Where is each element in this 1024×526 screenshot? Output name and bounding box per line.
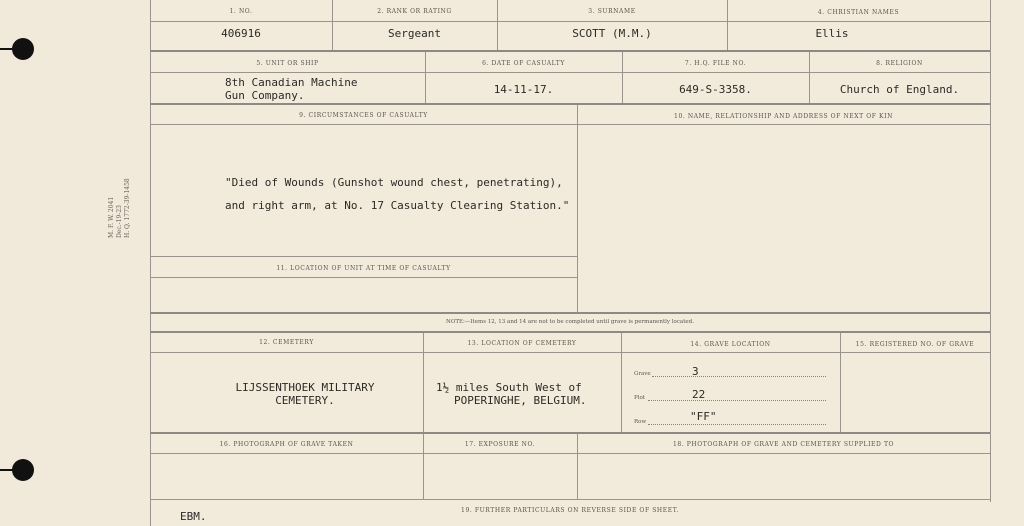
- rank-value: Sergeant: [388, 27, 441, 40]
- cemetery-location-line: POPERINGHE, BELGIUM.: [454, 394, 587, 407]
- rule: [150, 453, 990, 454]
- grave-location-label: 14. GRAVE LOCATION: [690, 341, 771, 348]
- rule: [150, 256, 577, 257]
- plot-word: Plot: [634, 395, 645, 401]
- exposure-label: 17. EXPOSURE NO.: [464, 441, 536, 448]
- unit-value: [225, 76, 357, 102]
- punch-hole-top: [12, 38, 34, 60]
- unit-label: 5. UNIT OR SHIP: [256, 60, 319, 67]
- cemetery-line: LIJSSENTHOEK MILITARY: [235, 381, 375, 394]
- row-value: "FF": [690, 410, 717, 423]
- unit-line: Gun Company.: [225, 89, 305, 102]
- circumstances-value: [225, 171, 569, 217]
- photograph-label: 16. PHOTOGRAPH OF GRAVE TAKEN: [219, 441, 354, 448]
- location-of-unit-label: 11. LOCATION OF UNIT AT TIME OF CASUALTY: [276, 265, 451, 272]
- form-code-line: Dec.-19-23: [116, 205, 123, 238]
- cemetery-value: [150, 381, 460, 407]
- rank-label: 2. RANK OR RATING: [377, 8, 452, 15]
- religion-value: Church of England.: [839, 83, 960, 96]
- rule: [150, 124, 990, 125]
- rule: [150, 277, 577, 278]
- rule: [150, 331, 990, 333]
- rule: [150, 50, 990, 52]
- christian-names-value: Ellis: [815, 27, 849, 40]
- circumstances-label: 9. CIRCUMSTANCES OF CASUALTY: [299, 112, 428, 119]
- grave-value: 3: [692, 365, 699, 378]
- surname-label: 3. SURNAME: [588, 8, 636, 15]
- form-code-line: M. F. W. 2041: [108, 196, 115, 238]
- circumstances-line: "Died of Wounds (Gunshot wound chest, penetrating),: [225, 176, 563, 189]
- cemetery-location-line: 1½ miles South West of: [436, 381, 582, 394]
- row-word: Row: [634, 419, 647, 425]
- rule: [150, 21, 990, 22]
- date-value: 14-11-17.: [493, 83, 554, 96]
- row-dotted-line: [648, 424, 826, 425]
- form-code-line: H. Q. 1772-39-1458: [124, 178, 131, 238]
- further-particulars-label: 19. FURTHER PARTICULARS ON REVERSE SIDE OF SHEET.: [461, 507, 679, 514]
- christian-names-label: 4. CHRISTIAN NAMES: [817, 9, 900, 16]
- supplied-to-label: 18. PHOTOGRAPH OF GRAVE AND CEMETERY SUPPLIED TO: [672, 441, 895, 448]
- frame-right: [990, 0, 991, 502]
- service-number: 406916: [221, 27, 261, 40]
- grave-word: Grave: [634, 371, 651, 377]
- card-margin: [0, 0, 150, 526]
- cemetery-label: 12. CEMETERY: [259, 339, 314, 346]
- date-label: 6. DATE OF CASUALTY: [482, 60, 565, 67]
- cemetery-line: CEMETERY.: [275, 394, 335, 407]
- rule: [150, 499, 990, 500]
- file-value: 649-S-3358.: [679, 83, 752, 96]
- form-code: [108, 178, 132, 238]
- divider: [727, 0, 728, 50]
- circumstances-line: and right arm, at No. 17 Casualty Clearing Station.": [225, 199, 570, 212]
- rule: [150, 312, 990, 314]
- plot-dotted-line: [648, 400, 826, 401]
- next-of-kin-label: 10. NAME, RELATIONSHIP AND ADDRESS OF NEXT OF KIN: [674, 113, 893, 120]
- registered-no-label: 15. REGISTERED NO. OF GRAVE: [855, 341, 975, 348]
- punch-hole-bottom: [12, 459, 34, 481]
- rule: [150, 103, 990, 105]
- cemetery-location-label: 13. LOCATION OF CEMETERY: [467, 340, 577, 347]
- rule: [150, 432, 990, 434]
- rule: [150, 352, 990, 353]
- cemetery-location-value: [436, 381, 586, 407]
- note-text: NOTE:—Items 12, 13 and 14 are not to be completed until grave is permanently located.: [446, 319, 694, 325]
- rule: [150, 72, 990, 73]
- religion-label: 8. RELIGION: [876, 60, 923, 67]
- divider: [577, 105, 578, 312]
- grave-dotted-line: [652, 376, 826, 377]
- surname-value: SCOTT (M.M.): [572, 27, 652, 40]
- no-label: 1. NO.: [229, 8, 253, 15]
- initials: EBM.: [180, 510, 207, 523]
- file-label: 7. H.Q. FILE NO.: [684, 60, 747, 67]
- unit-line: 8th Canadian Machine: [225, 76, 358, 89]
- plot-value: 22: [692, 388, 706, 401]
